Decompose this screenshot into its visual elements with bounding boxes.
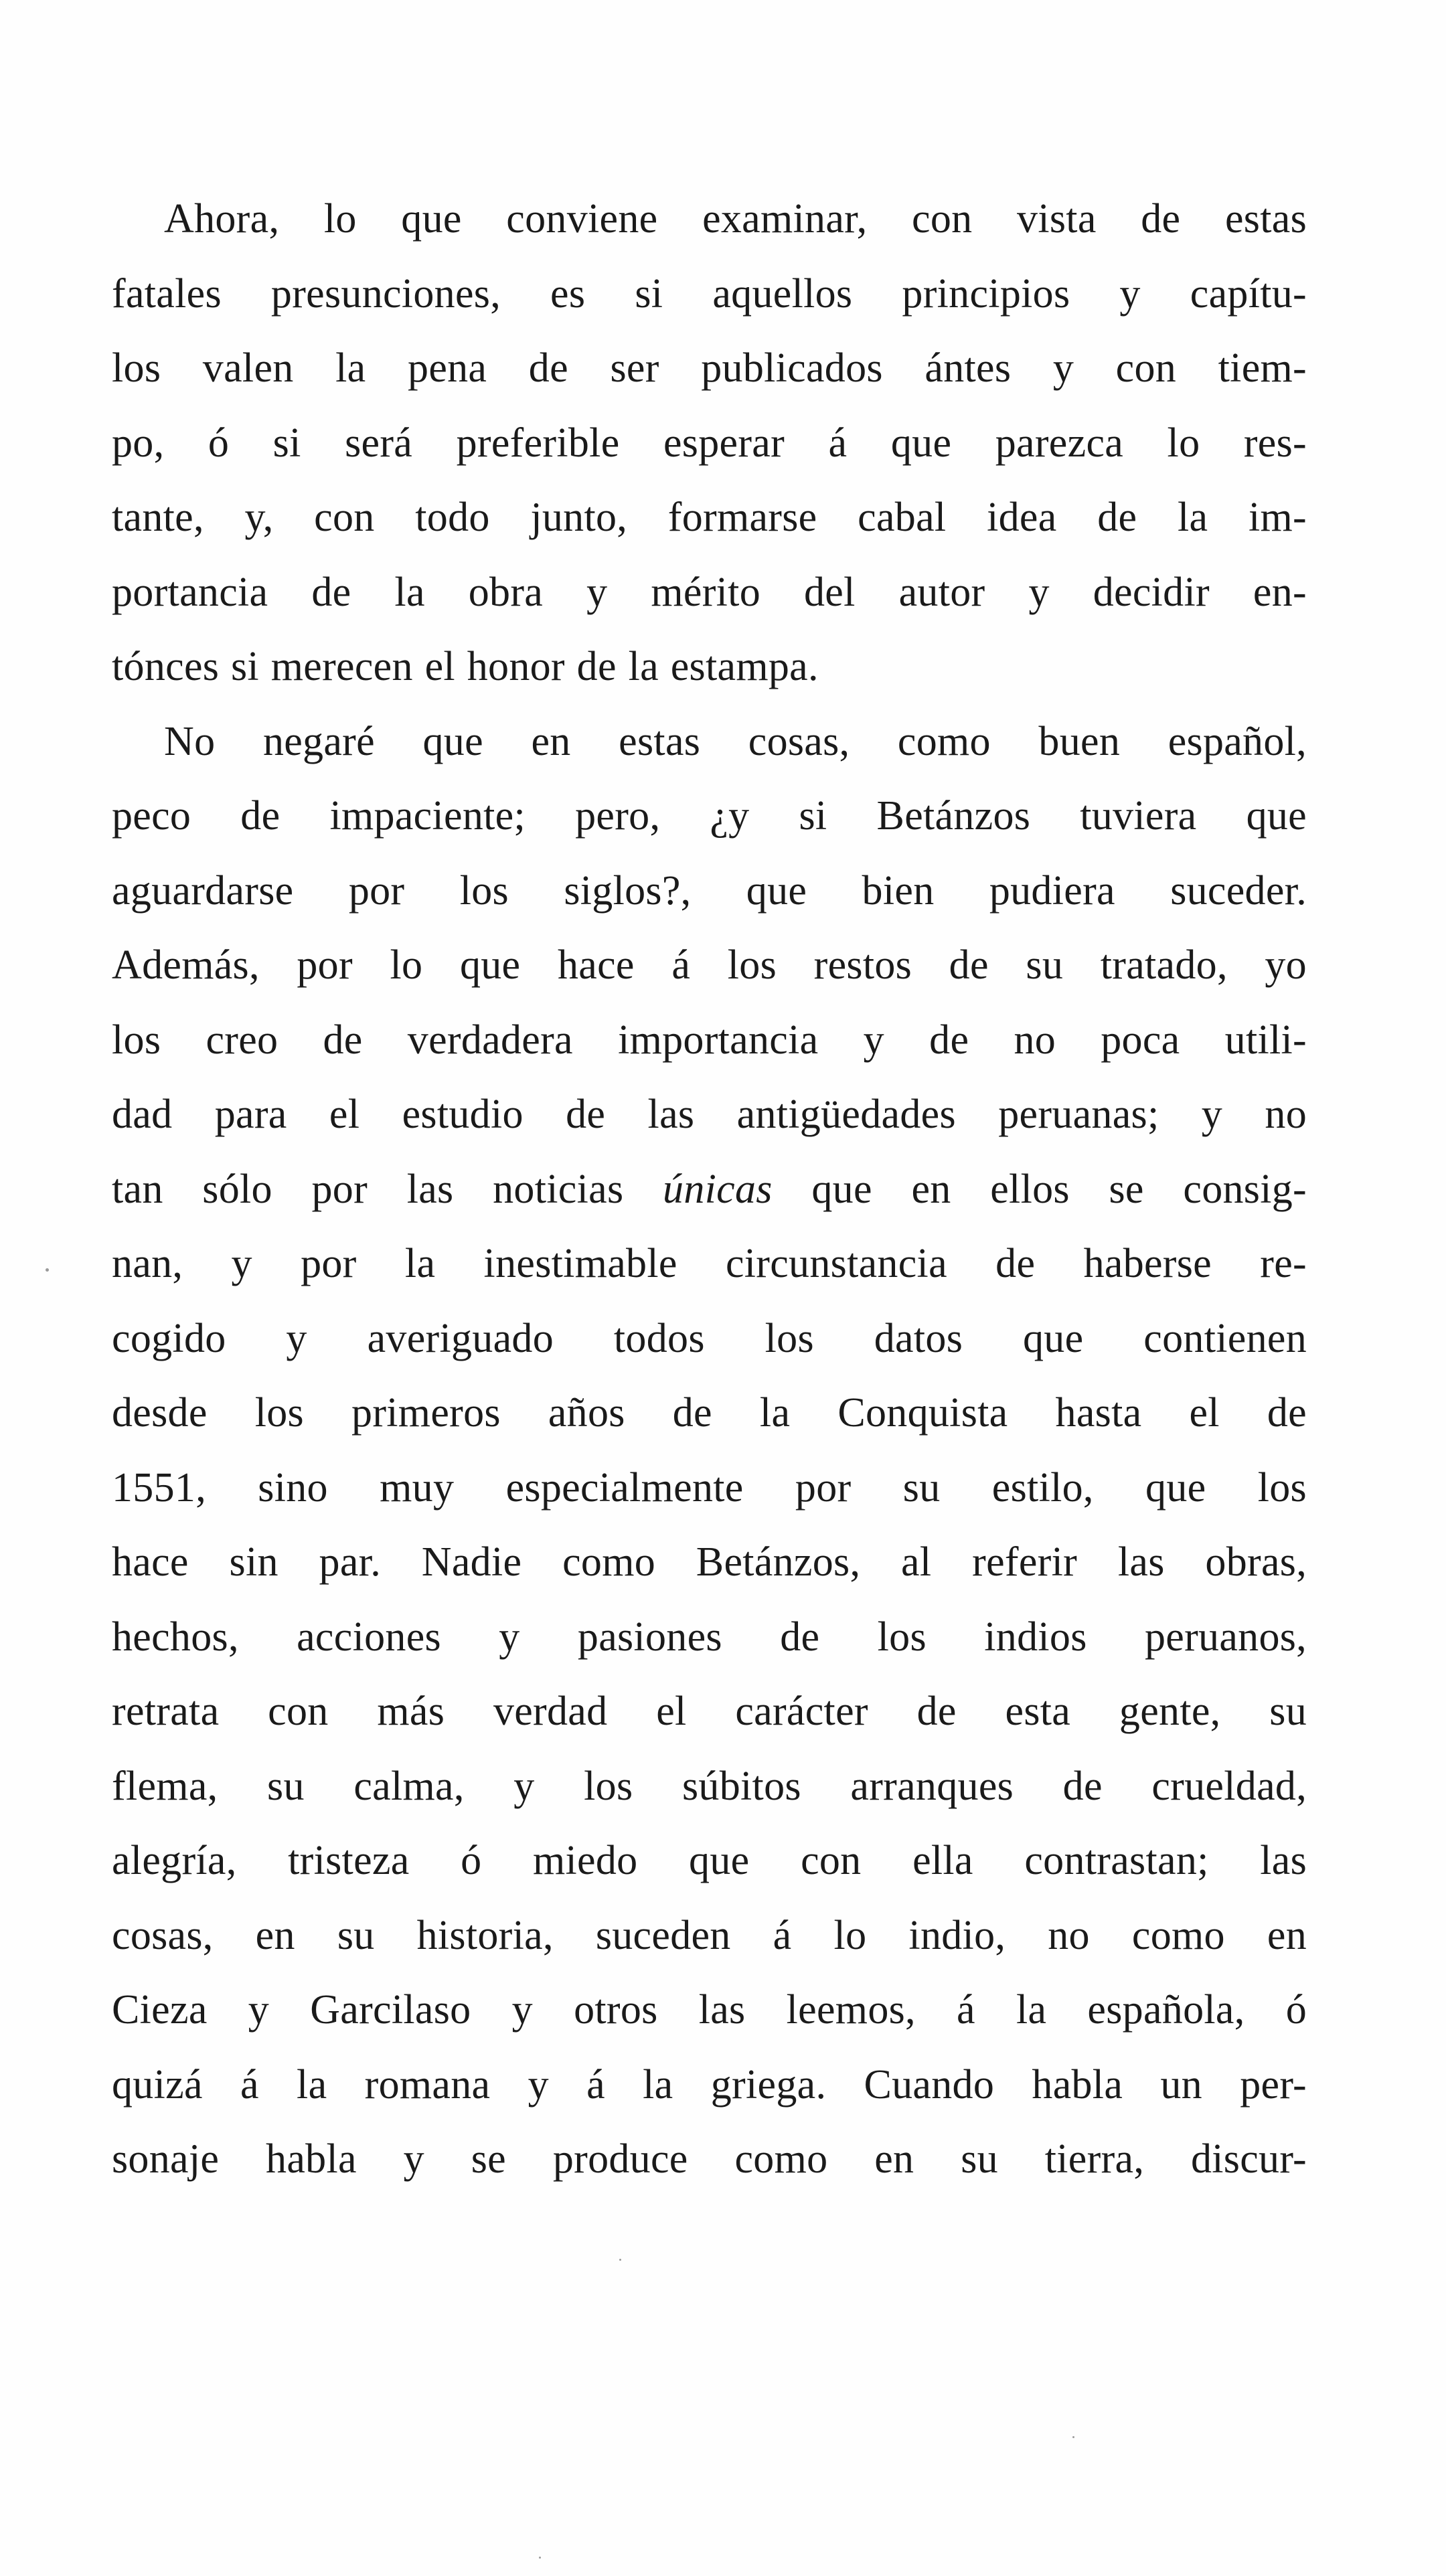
- text-line: tante, y, con todo junto, formarse cabal idea de la im-: [112, 495, 1307, 540]
- print-speck: [46, 1268, 49, 1272]
- text-line: nan, y por la inestimable circunstancia de haberse re-: [112, 1241, 1307, 1286]
- print-speck: [539, 2557, 541, 2559]
- text-line: flema, su calma, y los súbitos arranques de crueldad,: [112, 1763, 1307, 1809]
- text-line: No negaré que en estas cosas, como buen español,: [164, 718, 1307, 764]
- text-line: retrata con más verdad el carácter de esta gente, su: [112, 1689, 1307, 1734]
- text-line: hechos, acciones y pasiones de los indios peruanos,: [112, 1614, 1307, 1660]
- text-line: po, ó si será preferible esperar á que parezca lo res-: [112, 420, 1307, 466]
- text-line: cogido y averiguado todos los datos que contienen: [112, 1315, 1307, 1361]
- body-text: [112, 182, 1307, 2197]
- text-line: aguardarse por los siglos?, que bien pudiera suceder.: [112, 867, 1307, 914]
- text-line: hace sin par. Nadie como Betánzos, al referir las obras,: [112, 1539, 1307, 1585]
- text-line: cosas, en su historia, suceden á lo indio, no como en: [112, 1912, 1307, 1958]
- print-speck: [1072, 2436, 1074, 2438]
- text-line: los valen la pena de ser publicados ántes y con tiem-: [112, 345, 1307, 391]
- text-line: portancia de la obra y mérito del autor y decidir en-: [112, 569, 1307, 615]
- text-line: sonaje habla y se produce como en su tierra, discur-: [112, 2136, 1307, 2182]
- text-line: peco de impaciente; pero, ¿y si Betánzos tuviera que: [112, 793, 1307, 839]
- text-line: Cieza y Garcilaso y otros las leemos, á la española, ó: [112, 1987, 1307, 2033]
- italic-word: únicas: [663, 1166, 773, 1212]
- text-line: alegría, tristeza ó miedo que con ella contrastan; las: [112, 1838, 1307, 1883]
- text-fragment: tan sólo por las noticias: [112, 1166, 663, 1212]
- text-line: los creo de verdadera importancia y de no poca utili-: [112, 1017, 1307, 1063]
- print-speck: [619, 2259, 621, 2261]
- text-line: 1551, sino muy especialmente por su estilo, que los: [112, 1464, 1307, 1511]
- text-line: desde los primeros años de la Conquista hasta el de: [112, 1390, 1307, 1436]
- text-line: quizá á la romana y á la griega. Cuando habla un per-: [112, 2061, 1307, 2108]
- text-line: fatales presunciones, es si aquellos principios y capítu-: [112, 270, 1307, 317]
- text-fragment: que en ellos se consig-: [772, 1166, 1307, 1212]
- text-line: Además, por lo que hace á los restos de su tratado, yo: [112, 942, 1307, 988]
- text-line: Ahora, lo que conviene examinar, con vista de estas: [164, 196, 1307, 242]
- text-line: dad para el estudio de las antigüedades peruanas; y no: [112, 1092, 1307, 1137]
- text-line-with-italic: [112, 1152, 1307, 1227]
- text-line: tónces si merecen el honor de la estampa.: [112, 644, 819, 689]
